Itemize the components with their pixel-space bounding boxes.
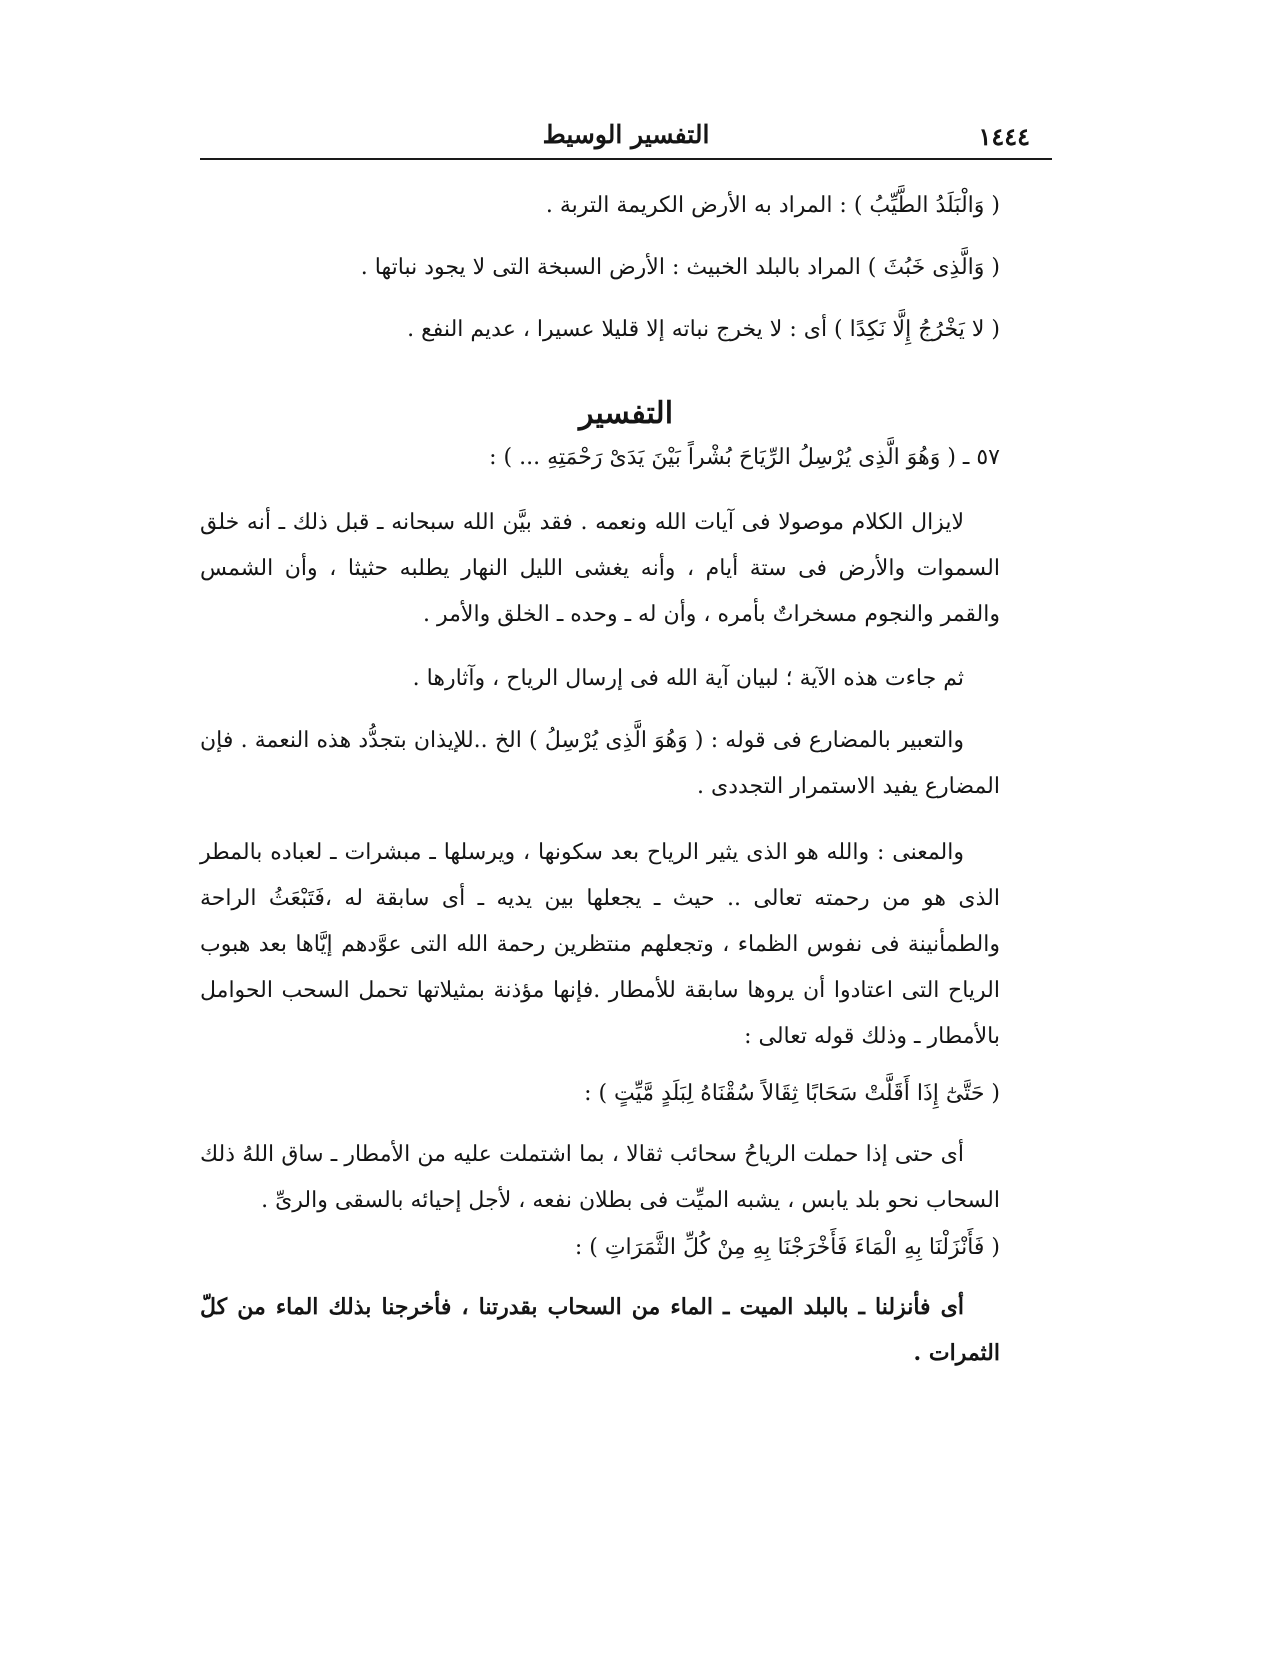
- page-number: ١٤٤٤: [978, 122, 1030, 151]
- glossary-line-3: ( لا يَخْرُجُ إِلَّا نَكِدًا ) أى : لا يخرج نباته إلا قليلا عسيرا ، عديم النفع .: [407, 317, 1000, 342]
- verse-57: ٥٧ ـ ( وَهُوَ الَّذِى يُرْسِلُ الرِّيَاحَ بُشْراً بَيْنَ يَدَىْ رَحْمَتِهِ ... ) :: [489, 445, 1000, 470]
- page-header: [200, 118, 1052, 160]
- paragraph-5: أى حتى إذا حملت الرياحُ سحائب ثقالا ، بما اشتملت عليه من الأمطار ـ ساق اللهُ ذلك السحاب نحو بلد يابس ، يشبه الميِّت فى بطلان نفعه ، لأجل إحيائه بالسقى والرىِّ .: [200, 1142, 1000, 1213]
- paragraph-6: أى فأنزلنا ـ بالبلد الميت ـ الماء من السحاب بقدرتنا ، فأخرجنا بذلك الماء من كلّ الثمرات .: [200, 1294, 1000, 1366]
- glossary-line-2: ( وَالَّذِى خَبُثَ ) المراد بالبلد الخبيث : الأرض السبخة التى لا يجود نباتها .: [360, 255, 1000, 280]
- paragraph-4: والمعنى : والله هو الذى يثير الرياح بعد سكونها ، ويرسلها ـ مبشرات ـ لعباده بالمطر الذى هو من رحمته تعالى .. حيث ـ يجعلها بين يديه ـ أى سابقة له ،فَتَبْعَثُ الراحة والطمأنينة فى نفوس الظماء ، وتجعلهم منتظرين رحمة الله التى عوَّدهم إيَّاها بعد هبوب الرياح التى اعتادوا أن يروها سابقة للأمطار .فإنها مؤذنة بمثيلاتها تحمل السحب الحوامل بالأمطار ـ وذلك قوله تعالى :: [200, 840, 1000, 1049]
- glossary-line-1: ( وَالْبَلَدُ الطَّيِّبُ ) : المراد به الأرض الكريمة التربة .: [545, 193, 1000, 218]
- paragraph-1: لايزال الكلام موصولا فى آيات الله ونعمه . فقد بيَّن الله سبحانه ـ قبل ذلك ـ أنه خلق السموات والأرض فى ستة أيام ، وأنه يغشى الليل النهار يطلبه حثيثا ، وأن الشمس والقمر والنجوم مسخراتٌ بأمره ، وأن له ـ وحده ـ الخلق والأمر .: [200, 510, 1000, 627]
- paragraph-3: والتعبير بالمضارع فى قوله : ( وَهُوَ الَّذِى يُرْسِلُ ) الخ ..للإيذان بتجدُّد هذه النعمة . فإن المضارع يفيد الاستمرار التجددى .: [200, 728, 1000, 799]
- running-title: التفسير الوسيط: [542, 120, 710, 149]
- paragraph-2: ثم جاءت هذه الآية ؛ لبيان آية الله فى إرسال الرياح ، وآثارها .: [412, 666, 964, 691]
- verse-quote-a: ( حَتَّىٰٓ إِذَا أَقَلَّتْ سَحَابًا ثِقَالاً سُقْنَاهُ لِبَلَدٍ مَّيِّتٍ ) :: [584, 1081, 1000, 1106]
- section-heading: التفسير: [578, 396, 674, 431]
- verse-quote-b: ( فَأَنْزَلْنَا بِهِ الْمَاءَ فَأَخْرَجْنَا بِهِ مِنْ كُلِّ الثَّمَرَاتِ ) :: [574, 1235, 1000, 1260]
